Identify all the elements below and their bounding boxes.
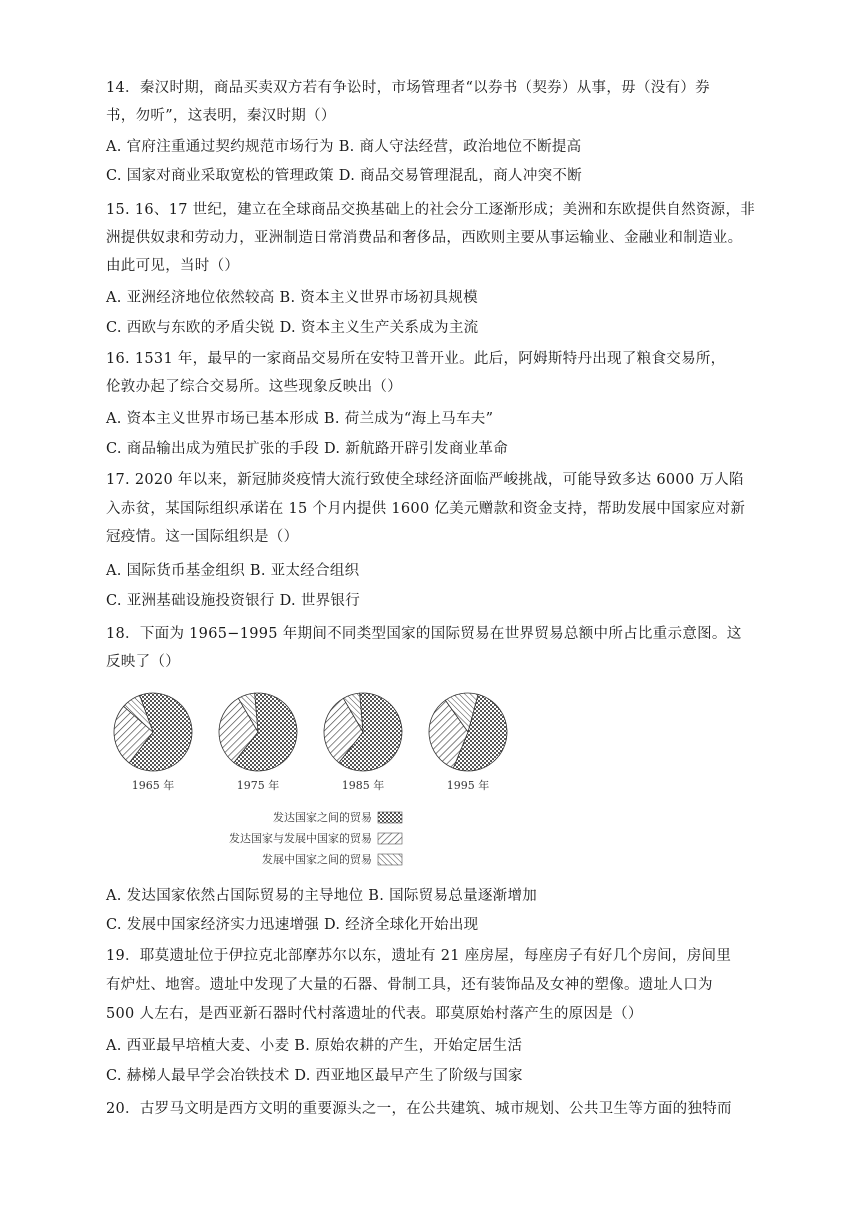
legend-label: 发达国家与发展中国家的贸易 <box>229 832 372 845</box>
pie-year-label: 1975 年 <box>236 779 280 792</box>
q19-option-ab: A. 西亚最早培植大麦、小麦 B. 原始农耕的产生，开始定居生活 <box>106 1038 523 1054</box>
pie-year-label: 1965 年 <box>131 779 175 792</box>
pie-year-label: 1985 年 <box>341 779 385 792</box>
legend-label: 发展中国家之间的贸易 <box>262 853 372 866</box>
q16-stem-line-1: 16. 1531 年，最早的一家商品交易所在安特卫普开业。此后，阿姆斯特丹出现了粮食交易所， <box>106 351 726 367</box>
q16-stem-line-2: 伦敦办起了综合交易所。这些现象反映出（） <box>106 379 402 395</box>
q18-option-ab: A. 发达国家依然占国际贸易的主导地位 B. 国际贸易总量逐渐增加 <box>106 888 538 904</box>
q15-option-cd: C. 西欧与东欧的矛盾尖锐 D. 资本主义生产关系成为主流 <box>106 320 479 336</box>
q16-option-ab: A. 资本主义世界市场已基本形成 B. 荷兰成为“海上马车夫” <box>106 411 494 427</box>
q14-stem-line-1: 14．秦汉时期，商品买卖双方若有争讼时，市场管理者“以券书（契券）从事，毋（没有）券 <box>106 80 710 96</box>
q17-option-ab: A. 国际货币基金组织 B. 亚太经合组织 <box>106 563 360 579</box>
legend-swatch <box>378 833 402 844</box>
pie-1995 <box>429 693 507 792</box>
trade-share-pie-chart <box>100 686 490 866</box>
legend-label: 发达国家之间的贸易 <box>273 811 372 824</box>
legend-swatch <box>378 854 402 865</box>
pie-year-label: 1995 年 <box>446 779 490 792</box>
pie-1985 <box>324 693 402 792</box>
q20-stem-line-1: 20．古罗马文明是西方文明的重要源头之一，在公共建筑、城市规划、公共卫生等方面的独特而 <box>106 1101 732 1117</box>
pie-1965 <box>114 693 192 792</box>
q18-stem-line-2: 反映了（） <box>106 654 180 670</box>
q19-stem-line-1: 19．耶莫遗址位于伊拉克北部摩苏尔以东，遗址有 21 座房屋，每座房子有好几个房间，房间里 <box>106 948 732 964</box>
q17-stem-line-1: 17. 2020 年以来，新冠肺炎疫情大流行致使全球经济面临严峻挑战，可能导致多达 6000 万人陷 <box>106 472 744 488</box>
q14-option-cd: C. 国家对商业采取宽松的管理政策 D. 商品交易管理混乱，商人冲突不断 <box>106 168 583 184</box>
q16-option-cd: C. 商品输出成为殖民扩张的手段 D. 新航路开辟引发商业革命 <box>106 441 509 457</box>
q18-stem-line-1: 18．下面为 1965−1995 年期间不同类型国家的国际贸易在世界贸易总额中所占比重示意图。这 <box>106 626 742 642</box>
q15-stem-line-2: 洲提供奴隶和劳动力，亚洲制造日常消费品和奢侈品，西欧则主要从事运输业、金融业和制造业。 <box>106 230 743 246</box>
q19-option-cd: C. 赫梯人最早学会冶铁技术 D. 西亚地区最早产生了阶级与国家 <box>106 1068 523 1084</box>
q17-stem-line-2: 入赤贫，某国际组织承诺在 15 个月内提供 1600 亿美元赠款和资金支持，帮助发展中国家应对新 <box>106 501 746 517</box>
q14-stem-line-2: 书，勿听”，这表明，秦汉时期（） <box>106 108 336 124</box>
q17-option-cd: C. 亚洲基础设施投资银行 D. 世界银行 <box>106 593 361 609</box>
q17-stem-line-3: 冠疫情。这一国际组织是（） <box>106 529 299 545</box>
q18-option-cd: C. 发展中国家经济实力迅速增强 D. 经济全球化开始出现 <box>106 917 479 933</box>
q15-stem-line-3: 由此可见，当时（） <box>106 258 240 274</box>
q15-stem-line-1: 15. 16、17 世纪，建立在全球商品交换基础上的社会分工逐渐形成；美洲和东欧提供自然资源，非 <box>106 202 756 218</box>
legend-swatch <box>378 812 402 823</box>
pie-1975 <box>219 693 297 792</box>
q19-stem-line-3: 500 人左右，是西亚新石器时代村落遗址的代表。耶莫原始村落产生的原因是（） <box>106 1006 643 1022</box>
q14-option-ab: A. 官府注重通过契约规范市场行为 B. 商人守法经营，政治地位不断提高 <box>106 139 582 155</box>
q15-option-ab: A. 亚洲经济地位依然较高 B. 资本主义世界市场初具规模 <box>106 290 478 306</box>
q19-stem-line-2: 有炉灶、地窖。遗址中发现了大量的石器、骨制工具，还有装饰品及女神的塑像。遗址人口为 <box>106 977 713 993</box>
